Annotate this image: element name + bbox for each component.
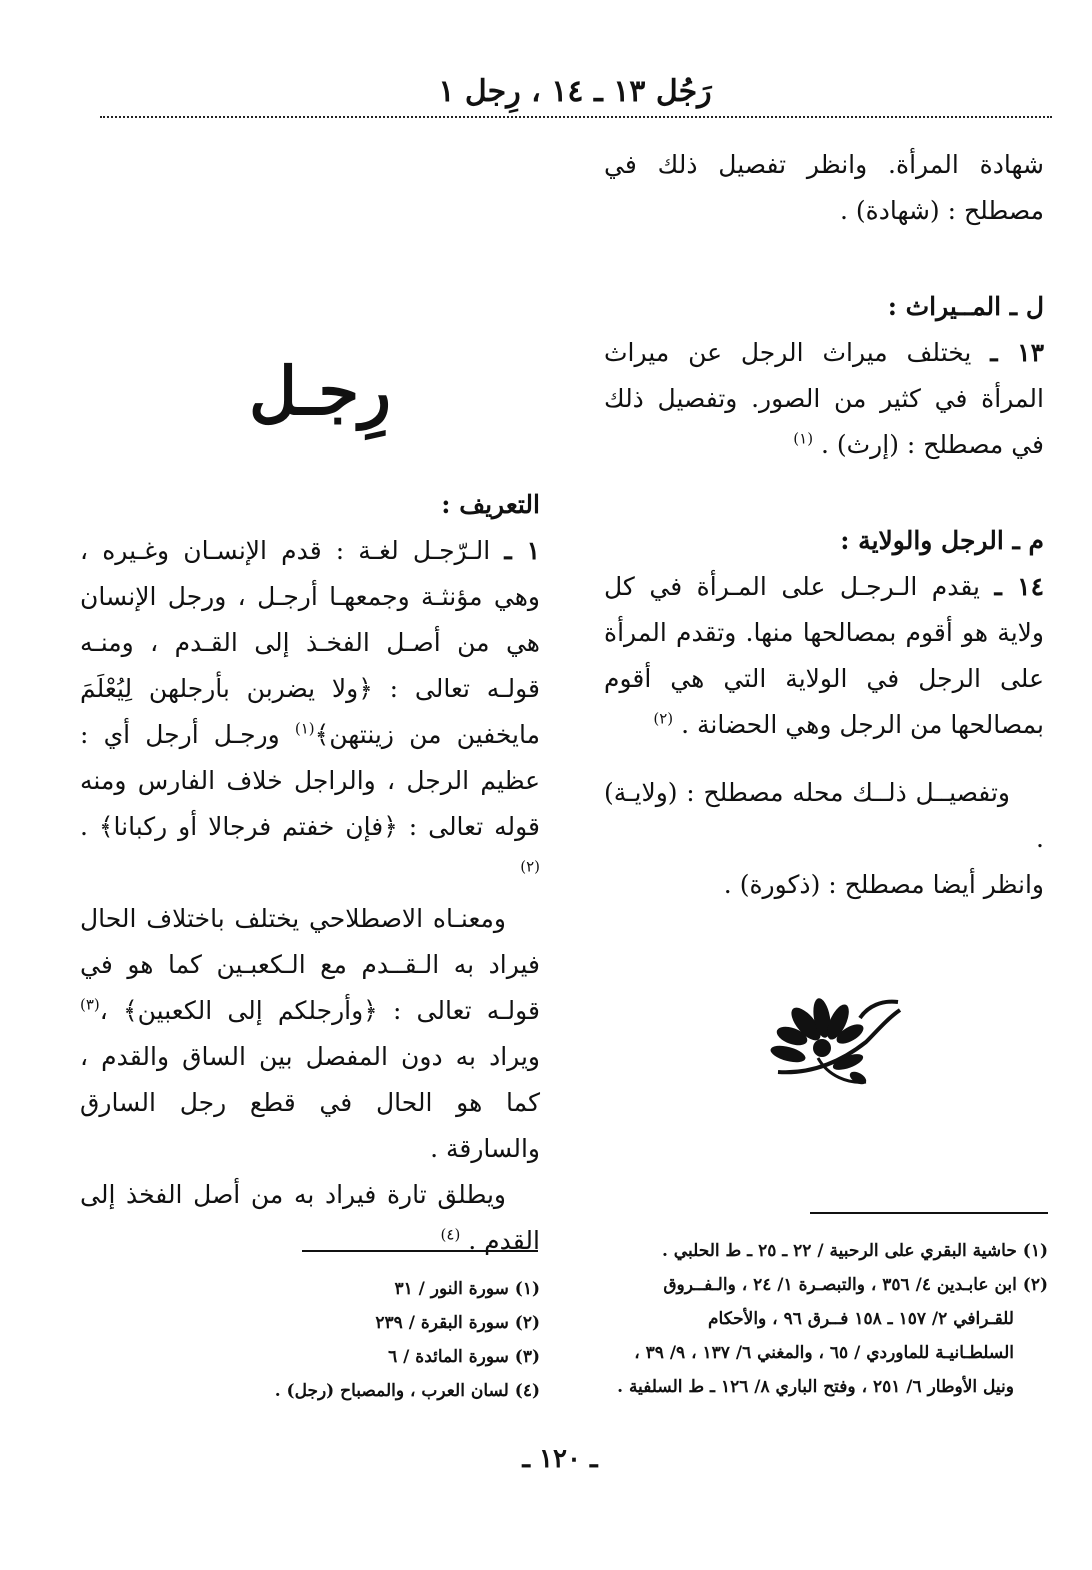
- footnote-ref: (١): [793, 429, 814, 448]
- paragraph-text: يقدم الـرجـل على المـرأة في كل ولاية هو أقوم بمصالحها منها. وتقدم المرأة على الرجل في الولاية التي هي أقوم بمصالحها من الرجل وهي الحضانة .: [604, 572, 1044, 739]
- section-m-heading: م ـ الرجل والولاية :: [840, 526, 1044, 555]
- footnote: (٣) سورة المائدة / ٦: [388, 1347, 540, 1367]
- right-column: [604, 142, 1044, 908]
- definition-paragraph-1: [80, 528, 540, 896]
- footnote-ref: (٢): [520, 857, 540, 876]
- paragraph-text: الـرّجـل لغـة : قدم الإنسـان وغـيره ، وهي مؤنثـة وجمعهـا أرجـل ، ورجل الإنسان هي من أصـل الفخـذ إلى القـدم ، ومنـه قولـه تعالى : ﴿ولا يضربن بأرجلهن لِيُعْلَمَ مايخفين من زينتهن﴾: [80, 536, 540, 749]
- header-dotted-rule: [100, 116, 1052, 118]
- section-m-see-also: وانظر أيضا مصطلح : (ذكورة) .: [723, 870, 1044, 899]
- paragraph-text: ورجـل أرجل أي : عظيم الرجل ، والراجل خلاف الفارس ومنه قوله تعالى : ﴿فإن خفتم فرجالا أو ركبانا﴾ .: [80, 720, 540, 841]
- definition-heading: التعريف :: [441, 490, 540, 519]
- footnote-continuation: السلطـانيـة للماوردي / ٦٥ ، والمغني ٦/ ١٣٧ ، ٩/ ٣٩ ،: [634, 1343, 1014, 1363]
- paragraph-text: ويراد به دون المفصل بين الساق والقدم ، كما هو الحال في قطع رجل السارق والسارقة .: [80, 1042, 540, 1163]
- footnote-ref: (١): [294, 719, 315, 738]
- footnote-continuation: ونيل الأوطار ٦/ ٢٥١ ، وفتح الباري ٨/ ١٢٦ ـ ط السلفية .: [617, 1377, 1014, 1397]
- paragraph-text: يختلف ميراث الرجل عن ميراث المرأة في كثير من الصور. وتفصيل ذلك في مصطلح : (إرث) .: [604, 338, 1044, 459]
- paragraph-text: ويطلق تارة فيراد به من أصل الفخذ إلى القدم .: [80, 1180, 540, 1255]
- floral-ornament-icon: [748, 984, 908, 1094]
- footnote: (٢) ابن عابـدين ٤/ ٣٥٦ ، والتبصـرة ١/ ٢٤ ، والـفــروق: [663, 1275, 1048, 1295]
- footnote: (٢) سورة البقرة / ٢٣٩: [375, 1313, 540, 1333]
- running-header: رَجُل ١٣ ـ ١٤ ، رِجل ١: [438, 74, 712, 109]
- footnote-separator: [810, 1212, 1048, 1214]
- page-number: ـ ١٢٠ ـ: [522, 1444, 598, 1474]
- paragraph-text: ومعنـاه الاصطلاحي يختلف باختلاف الحال فيراد به الـقــدم مع الـكعبـين كما هو في قولـه تعالى : ﴿وأرجلكم إلى الكعبين﴾ ،: [80, 904, 540, 1025]
- entry-title: رِجـل: [249, 352, 391, 430]
- footnote-continuation: للقـرافي ٢/ ١٥٧ ـ ١٥٨ فــرق ٩٦ ، والأحكام: [708, 1309, 1014, 1329]
- footnote-ref: (٣): [80, 995, 100, 1014]
- paragraph-number: ١ ـ: [504, 536, 540, 565]
- paragraph-number: ١٤ ـ: [994, 572, 1045, 601]
- footnote-separator: [302, 1250, 538, 1252]
- footnote: (٤) لسان العرب ، والمصباح (رجل) .: [274, 1381, 540, 1401]
- paragraph-number: ١٣ ـ: [990, 338, 1044, 367]
- intro-paragraph: شهادة المرأة. وانظر تفصيل ذلك في مصطلح : (شهادة) .: [604, 150, 1044, 225]
- footnote: (١) حاشية البقري على الرحبية / ٢٢ ـ ٢٥ ـ ط الحلبي .: [661, 1241, 1048, 1261]
- footnotes-right: [604, 1234, 1048, 1404]
- section-l-paragraph: [604, 330, 1044, 468]
- footnote-ref: (٤): [440, 1225, 461, 1244]
- definition-paragraph-2: [80, 896, 540, 1172]
- left-column: [80, 482, 540, 1264]
- footnote: (١) سورة النور / ٣١: [394, 1279, 540, 1299]
- section-l-heading: ل ـ المــيراث :: [887, 292, 1044, 321]
- footnotes-left: [250, 1272, 540, 1408]
- footnote-ref: (٢): [653, 709, 674, 728]
- section-m-paragraph: [604, 564, 1044, 748]
- section-m-detail: وتفصيــل ذلــك محله مصطلح : (ولايـة) .: [604, 778, 1044, 853]
